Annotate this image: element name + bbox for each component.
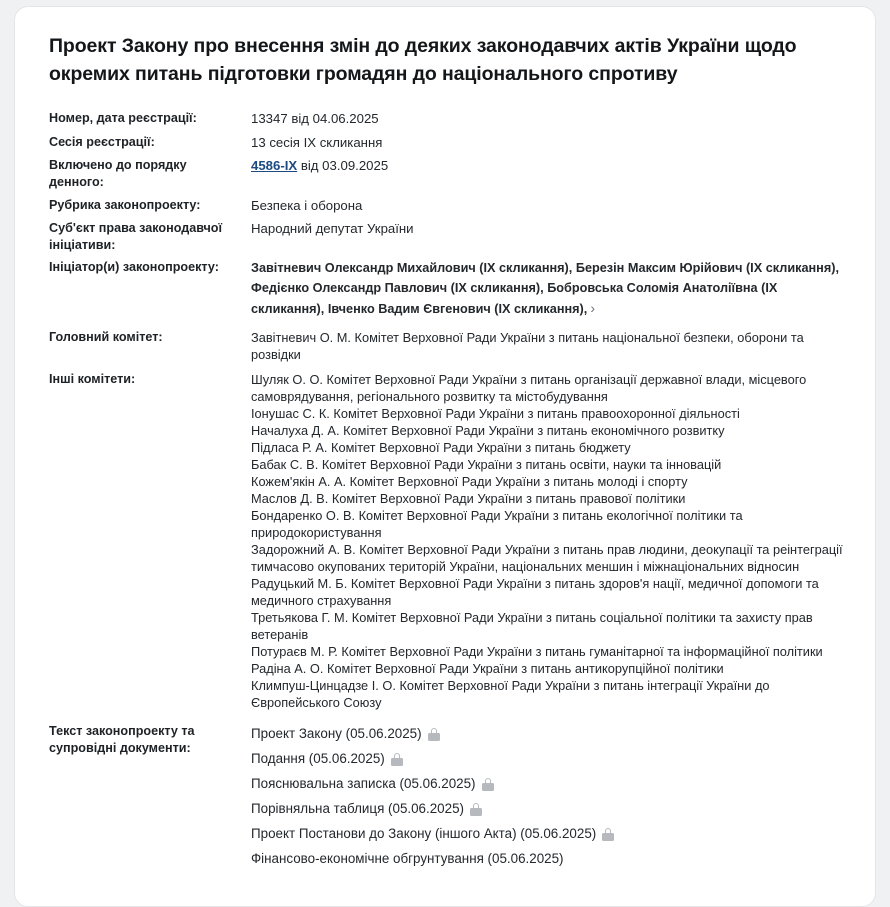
document-list-item[interactable] (251, 774, 849, 793)
lock-icon (482, 778, 494, 791)
lock-icon (470, 803, 482, 816)
value-rubric: Безпека і оборона (251, 197, 363, 213)
label-other-committees: Інші комітети: (49, 371, 136, 386)
detail-row-session (37, 134, 849, 152)
agenda-date-text: від 03.09.2025 (297, 158, 389, 174)
document-name: Проект Постанови до Закону (іншого Акта) (05.06.2025) (251, 826, 597, 842)
committee-list-item: Радіна А. О. Комітет Верховної Ради України з питань антикорупційної політики (251, 660, 724, 676)
label-subject: Суб'єкт права законодавчої ініціативи: (49, 221, 223, 252)
committee-list-item: Третьякова Г. М. Комітет Верховної Ради України з питань соціальної політики та захисту прав ветеранів (251, 609, 813, 642)
document-list-item[interactable] (251, 799, 849, 818)
label-main-committee: Головний комітет: (49, 329, 163, 344)
committee-list-item: Маслов Д. В. Комітет Верховної Ради України з питань правової політики (251, 490, 686, 506)
page-title: Проект Закону про внесення змін до деяких законодавчих актів України щодо окремих питань підготовки громадян до національного спротиву (49, 35, 797, 85)
detail-row-other-committees (37, 371, 849, 711)
document-list-item[interactable] (251, 749, 849, 768)
committee-list-item: Потураєв М. Р. Комітет Верховної Ради України з питань гуманітарної та інформаційної політики (251, 643, 823, 659)
agenda-document-link[interactable]: 4586-IX (251, 158, 298, 174)
detail-row-subject (37, 220, 849, 253)
detail-row-agenda (37, 157, 849, 190)
lock-icon (391, 753, 403, 766)
committee-list-item: Задорожний А. В. Комітет Верховної Ради України з питань прав людини, деокупації та реінтеграції тимчасово окупованих територій України, національних меншин і міжнаціональних відносин (251, 541, 843, 574)
value-session: 13 сесія IX скликання (251, 134, 383, 150)
bill-details-list (37, 110, 849, 874)
document-name: Фінансово-економічне обгрунтування (05.06.2025) (251, 851, 564, 867)
detail-row-main-committee (37, 329, 849, 363)
committee-list-item: Радуцький М. Б. Комітет Верховної Ради України з питань здоров'я нації, медичної допомоги та медичного страхування (251, 575, 819, 608)
detail-row-rubric (37, 197, 849, 215)
document-name: Подання (05.06.2025) (251, 750, 385, 766)
label-documents: Текст законопроекту та супровідні документи: (49, 723, 195, 755)
label-initiators: Ініціатор(и) законопроекту: (49, 260, 219, 275)
detail-row-documents (37, 723, 849, 874)
committee-list-item: Кожем'якін А. А. Комітет Верховної Ради України з питань молоді і спорту (251, 473, 688, 489)
detail-row-initiators (37, 259, 849, 318)
committee-list-item: Бабак С. В. Комітет Верховної Ради України з питань освіти, науки та інновацій (251, 456, 722, 472)
committee-list-item: Шуляк О. О. Комітет Верховної Ради України з питань організації державної влади, місцевого самоврядування, регіонального розвитку та містобудування (251, 371, 807, 404)
value-agenda (251, 157, 849, 175)
committee-list-item: Іонушас С. К. Комітет Верховної Ради України з питань правоохоронної діяльності (251, 405, 740, 421)
document-list-item[interactable] (251, 824, 849, 843)
label-registration-number: Номер, дата реєстрації: (49, 111, 197, 126)
label-agenda: Включено до порядку денного: (49, 158, 187, 190)
document-list-item[interactable] (251, 849, 849, 868)
document-list-item[interactable] (251, 724, 849, 743)
documents-list (251, 723, 849, 874)
lock-icon (602, 828, 614, 841)
value-registration-number: 13347 від 04.06.2025 (251, 111, 379, 127)
initiators-text: Завітневич Олександр Михайлович (IX скликання), Березін Максим Юрійович (IX скликання), Федієнко Олександр Павлович (IX скликання), Бобровська Соломія Анатоліївна (IX скликання), Івченко Вадим Євгенович (IX скликання), (251, 261, 839, 316)
bill-card (14, 6, 876, 907)
lock-icon (428, 728, 440, 741)
document-name: Порівняльна таблиця (05.06.2025) (251, 801, 464, 817)
document-name: Проект Закону (05.06.2025) (251, 725, 422, 741)
label-session: Сесія реєстрації: (49, 134, 155, 149)
value-initiators (251, 259, 849, 318)
committee-list-item: Бондаренко О. В. Комітет Верховної Ради України з питань екологічної політики та природокористування (251, 507, 743, 540)
value-other-committees (251, 371, 849, 711)
detail-row-registration-number (37, 110, 849, 128)
chevron-right-icon[interactable]: › (590, 299, 595, 316)
document-name: Пояснювальна записка (05.06.2025) (251, 776, 476, 791)
committee-list-item: Підласа Р. А. Комітет Верховної Ради України з питань бюджету (251, 439, 631, 455)
committee-list-item: Началуха Д. А. Комітет Верховної Ради України з питань економічного розвитку (251, 422, 725, 438)
committee-list-item: Климпуш-Цинцадзе І. О. Комітет Верховної Ради України з питань інтеграції України до Європейського Союзу (251, 677, 770, 710)
value-subject: Народний депутат України (251, 221, 414, 237)
value-main-committee: Завітневич О. М. Комітет Верховної Ради України з питань національної безпеки, оборони та розвідки (251, 329, 804, 362)
label-rubric: Рубрика законопроекту: (49, 197, 201, 212)
